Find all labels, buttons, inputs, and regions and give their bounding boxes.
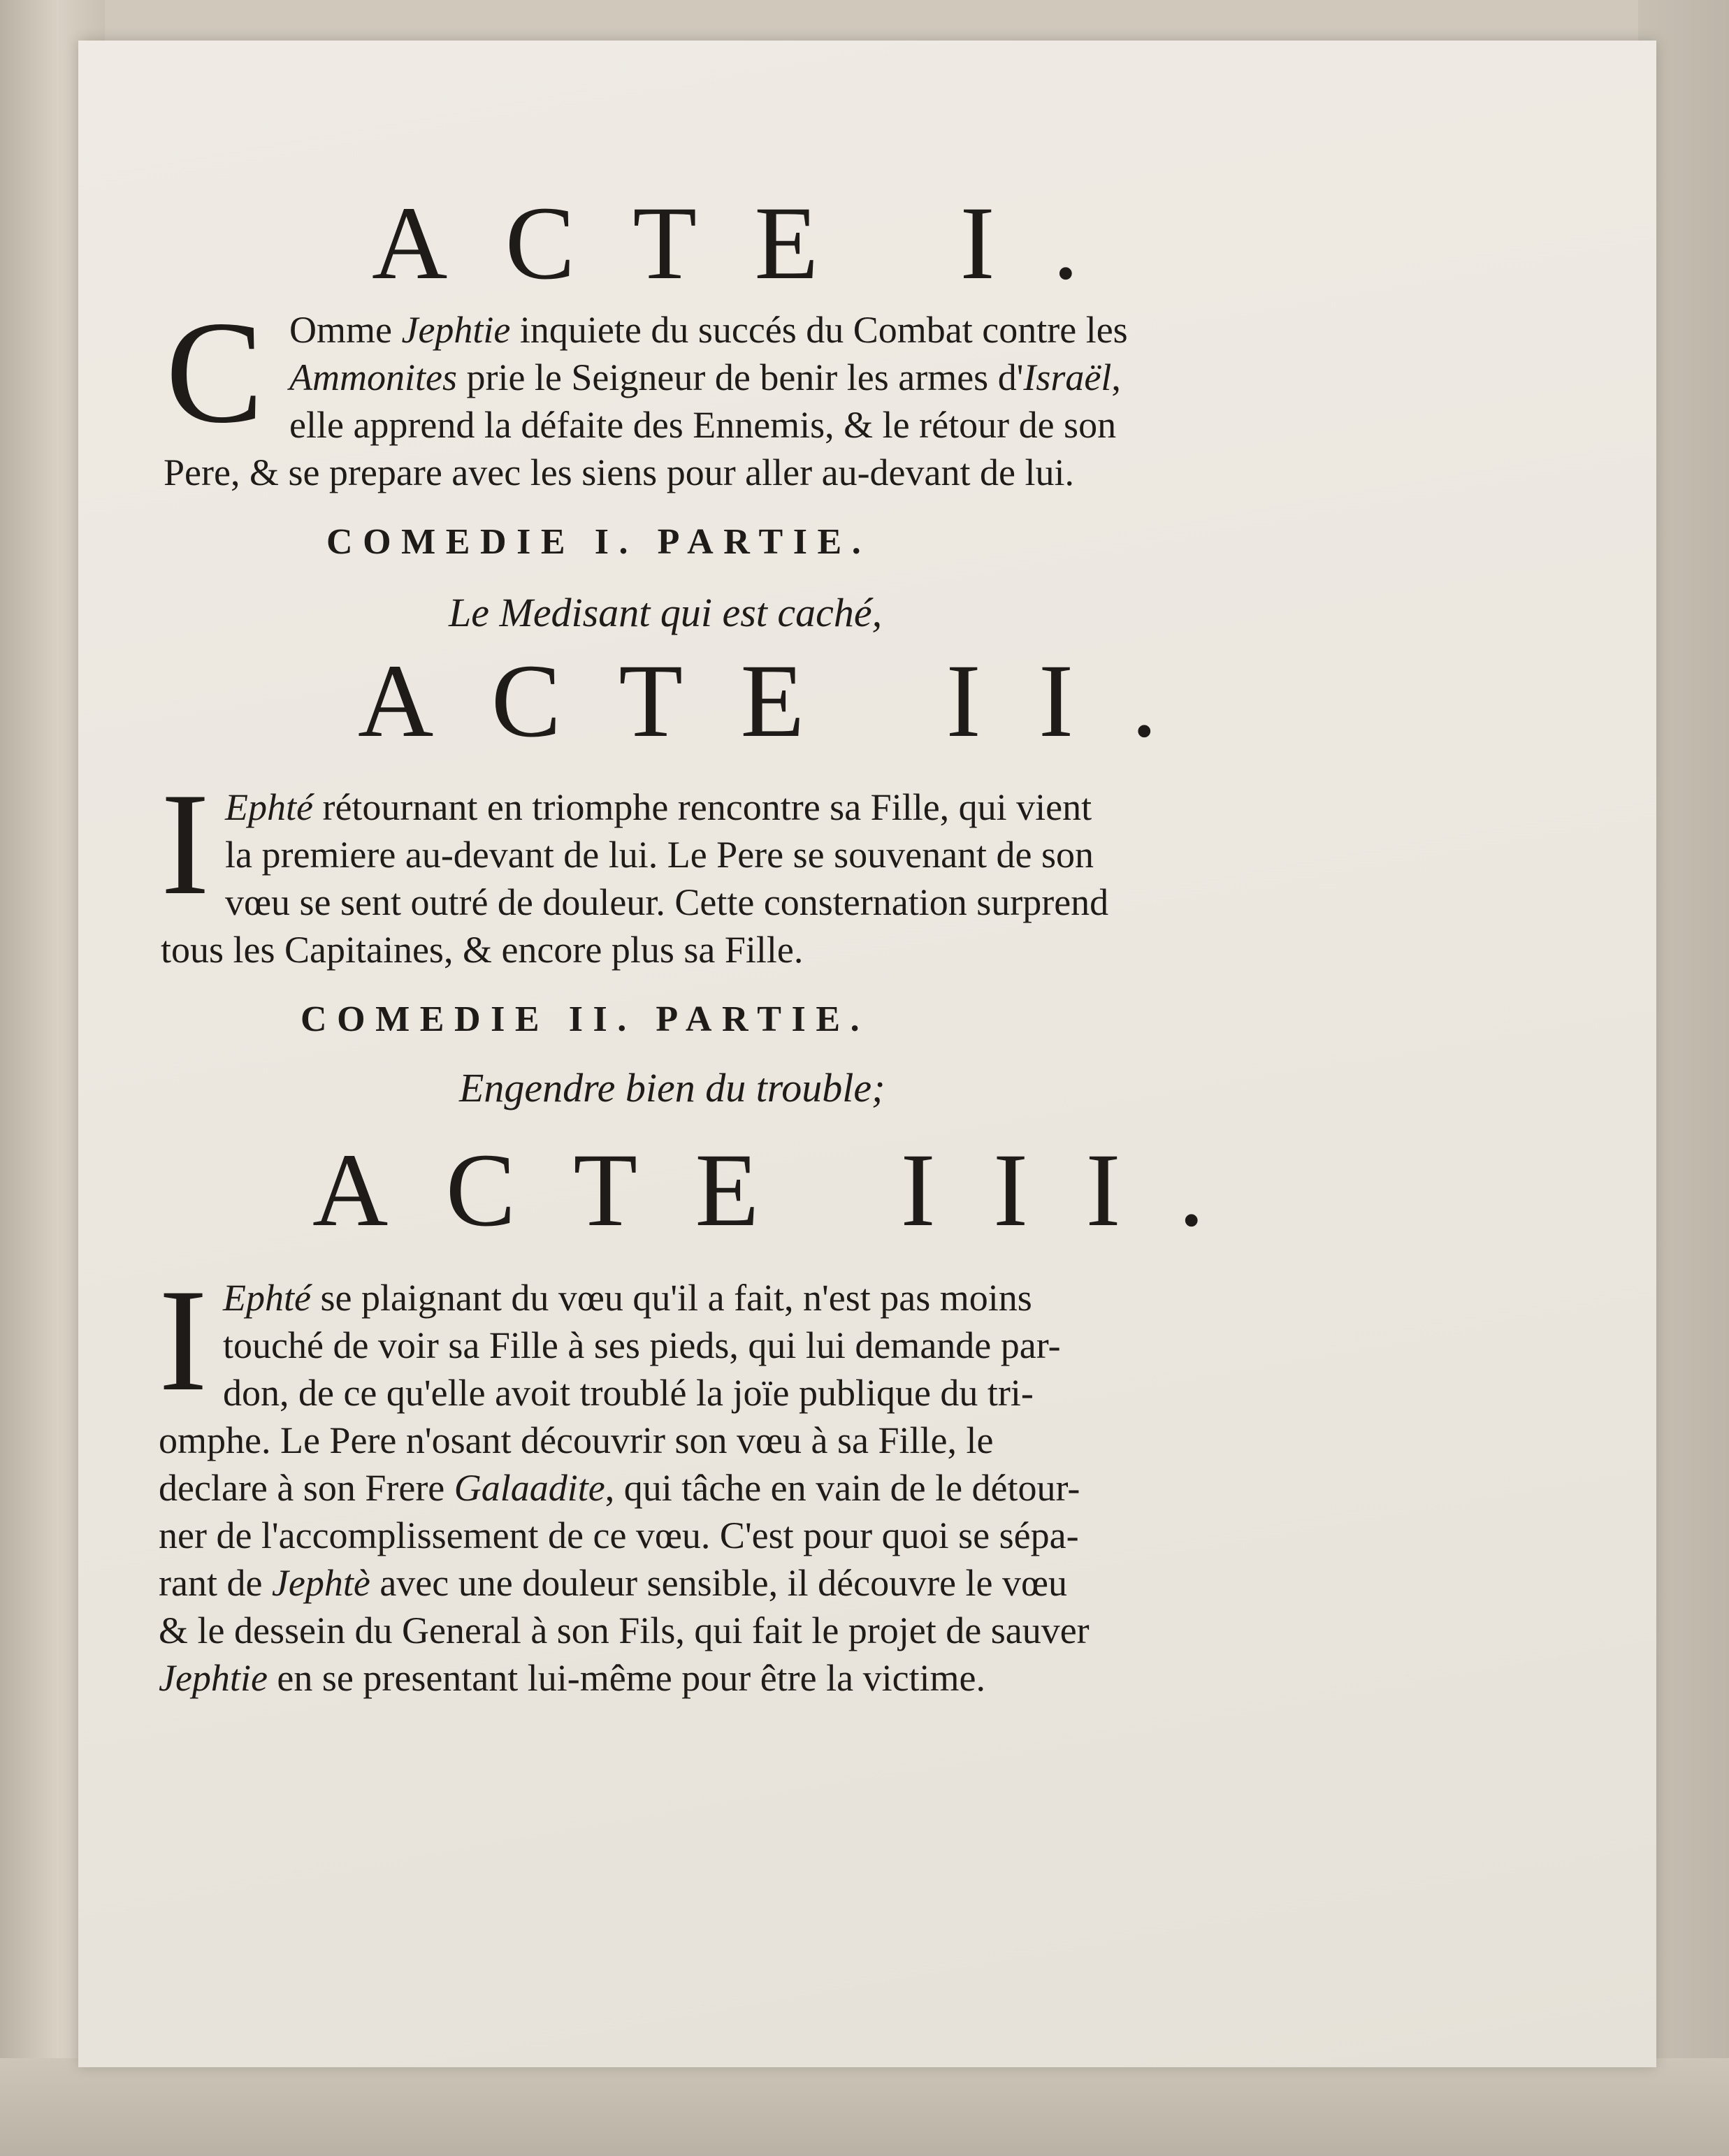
acte-2-line-4: tous les Capitaines, & encore plus sa Fille. (161, 929, 804, 971)
acte-3-line-6: ner de l'accomplissement de ce vœu. C'est pour quoi se sépa- (159, 1514, 1079, 1556)
book-page (78, 41, 1656, 2067)
comedie-1-subtitle: Le Medisant qui est caché, (449, 590, 883, 635)
acte-3-line-4: omphe. Le Pere n'osant découvrir son vœu à sa Fille, le (159, 1419, 994, 1461)
acte-3-line-1: Ephté se plaignant du vœu qu'il a fait, n'est pas moins (223, 1277, 1032, 1319)
acte-3-line-2: touché de voir sa Fille à ses pieds, qui lui demande par- (223, 1324, 1061, 1366)
acte-1-title: ACTE I. (372, 185, 1137, 301)
acte-1-line-2: Ammonites prie le Seigneur de benir les armes d'Israël, (289, 356, 1121, 398)
acte-2-title: ACTE II. (358, 643, 1215, 759)
acte-3-line-9: Jephtie en se presentant lui-même pour être la victime. (159, 1657, 986, 1699)
acte-1-drop-cap: C (166, 291, 264, 454)
acte-3-line-8: & le dessein du General à son Fils, qui fait le projet de sauver (159, 1609, 1090, 1651)
comedie-2-subtitle: Engendre bien du trouble; (459, 1065, 885, 1110)
acte-2-drop-cap: I (161, 763, 210, 925)
comedie-2-heading: COMEDIE II. PARTIE. (301, 999, 870, 1039)
acte-3-line-5: declare à son Frere Galaadite, qui tâche en vain de le détour- (159, 1467, 1080, 1509)
comedie-1-heading: COMEDIE I. PARTIE. (326, 522, 871, 562)
acte-3-drop-cap: I (159, 1259, 208, 1421)
acte-1-line-3: elle apprend la défaite des Ennemis, & le rétour de son (289, 404, 1117, 446)
acte-2-line-1: Ephté rétournant en triomphe rencontre sa Fille, qui vient (225, 786, 1092, 828)
acte-1-line-4: Pere, & se prepare avec les siens pour aller au-devant de lui. (164, 451, 1074, 493)
book-edge-bottom (0, 2058, 1729, 2156)
acte-2-line-3: vœu se sent outré de douleur. Cette consternation surprend (225, 881, 1109, 923)
acte-2-line-2: la premiere au-devant de lui. Le Pere se souvenant de son (225, 834, 1094, 876)
acte-1-line-1: Omme Jephtie inquiete du succés du Combat contre les (289, 309, 1128, 351)
acte-3-paragraph (159, 1274, 1347, 1702)
acte-2-paragraph (161, 783, 1335, 974)
acte-3-line-7: rant de Jephtè avec une douleur sensible, il découvre le vœu (159, 1562, 1067, 1604)
acte-3-line-3: don, de ce qu'elle avoit troublé la joïe publique du tri- (223, 1372, 1034, 1414)
acte-3-title: ACTE III. (312, 1132, 1262, 1248)
acte-1-paragraph (164, 306, 1324, 496)
